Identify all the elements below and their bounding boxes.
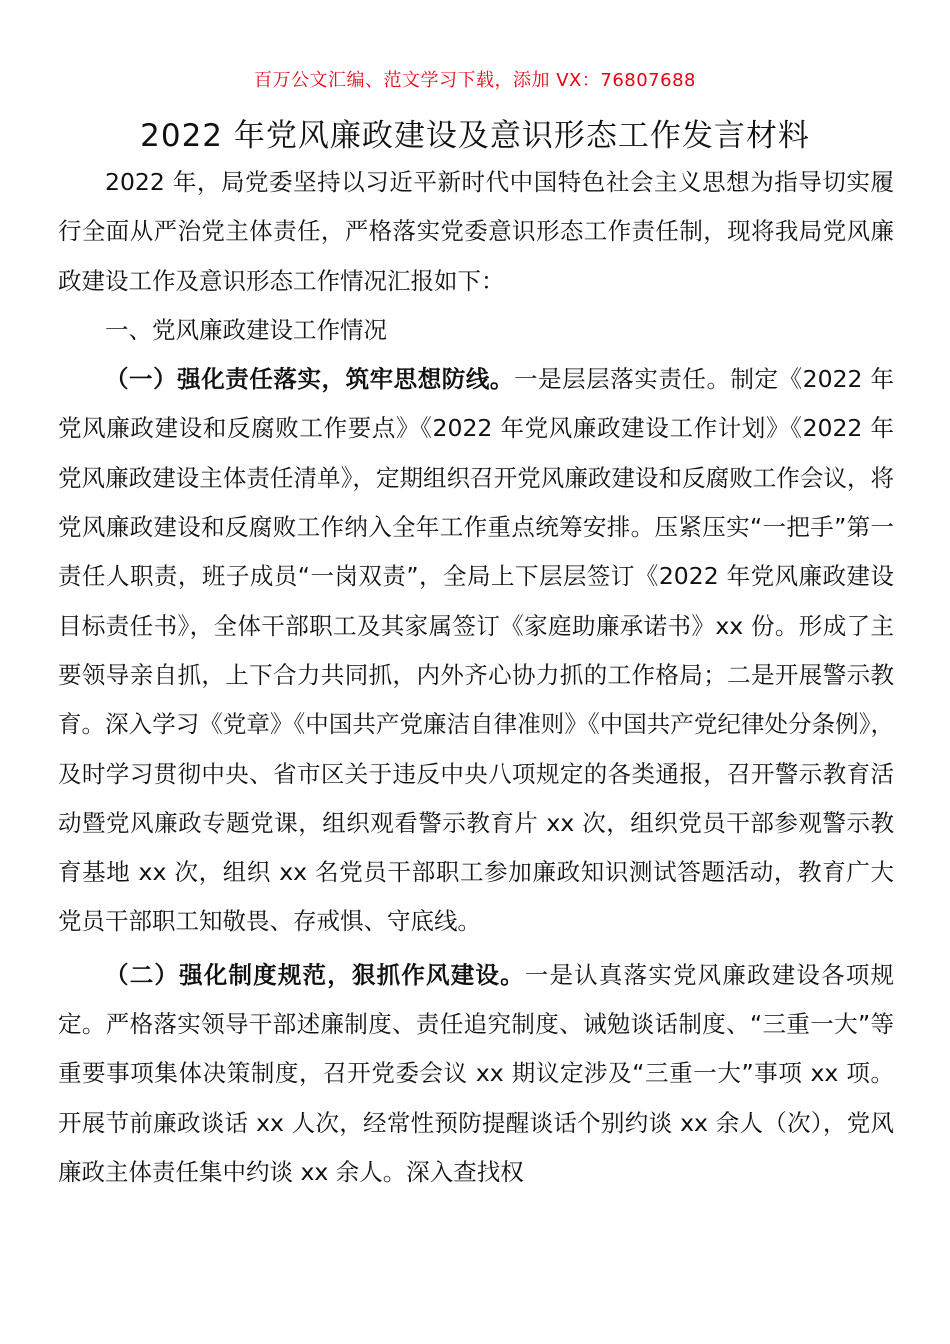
promo-banner: 百万公文汇编、范文学习下载，添加 VX：76807688 xyxy=(254,70,696,91)
intro-paragraph xyxy=(58,158,894,306)
section-heading xyxy=(58,306,894,355)
paragraph-text: 2022 年，局党委坚持以习近平新时代中国特色社会主义思想为指导切实履行全面从严治党主体责任，严格落实党委意识形态工作责任制，现将我局党风廉政建设工作及意识形态工作情况汇报如下： xyxy=(58,168,894,295)
section-heading-text: 一、党风廉政建设工作情况 xyxy=(105,315,387,344)
paragraph-text: 一是认真落实党风廉政建设各项规定。严格落实领导干部述廉制度、责任追究制度、诫勉谈话制度、“三重一大”等重要事项集体决策制度，召开党委会议 xx 期议定涉及“三重一大”事项 xx 项。开展节前廉政谈话 xx 人次，经常性预防提醒谈话个别约谈 xx 余人（次），党风廉政主体责任集中约谈 xx 余人。深入查找权 xyxy=(58,960,895,1186)
document-body xyxy=(58,158,894,1197)
subsection-lead: （一）强化责任落实，筑牢思想防线。 xyxy=(105,365,514,394)
paragraph-text: 一是层层落实责任。制定《2022 年党风廉政建设和反腐败工作要点》《2022 年党风廉政建设工作计划》《2022 年党风廉政建设主体责任清单》，定期组织召开党风廉政建设和反腐败工作会议，将党风廉政建设和反腐败工作纳入全年工作重点统筹安排。压紧压实“一把手”第一责任人职责，班子成员“一岗双责”，全局上下层层签订《2022 年党风廉政建设目标责任书》，全体干部职工及其家属签订《家庭助廉承诺书》xx 份。形成了主要领导亲自抓，上下合力共同抓，内外齐心协力抓的工作格局；二是开展警示教育。深入学习《党章》《中国共产党廉洁自律准则》《中国共产党纪律处分条例》，及时学习贯彻中央、省市区关于违反中央八项规定的各类通报，召开警示教育活动暨党风廉政专题党课，组织观看警示教育片 xx 次，组织党员干部参观警示教育基地 xx 次，组织 xx 名党员干部职工参加廉政知识测试答题活动，教育广大党员干部职工知敬畏、存戒惧、守底线。 xyxy=(58,365,895,936)
document-title: 2022 年党风廉政建设及意识形态工作发言材料 xyxy=(140,118,810,154)
subsection-lead: （二）强化制度规范，狠抓作风建设。 xyxy=(105,960,525,989)
subsection-paragraph-1 xyxy=(58,355,894,947)
subsection-paragraph-2 xyxy=(58,951,894,1197)
